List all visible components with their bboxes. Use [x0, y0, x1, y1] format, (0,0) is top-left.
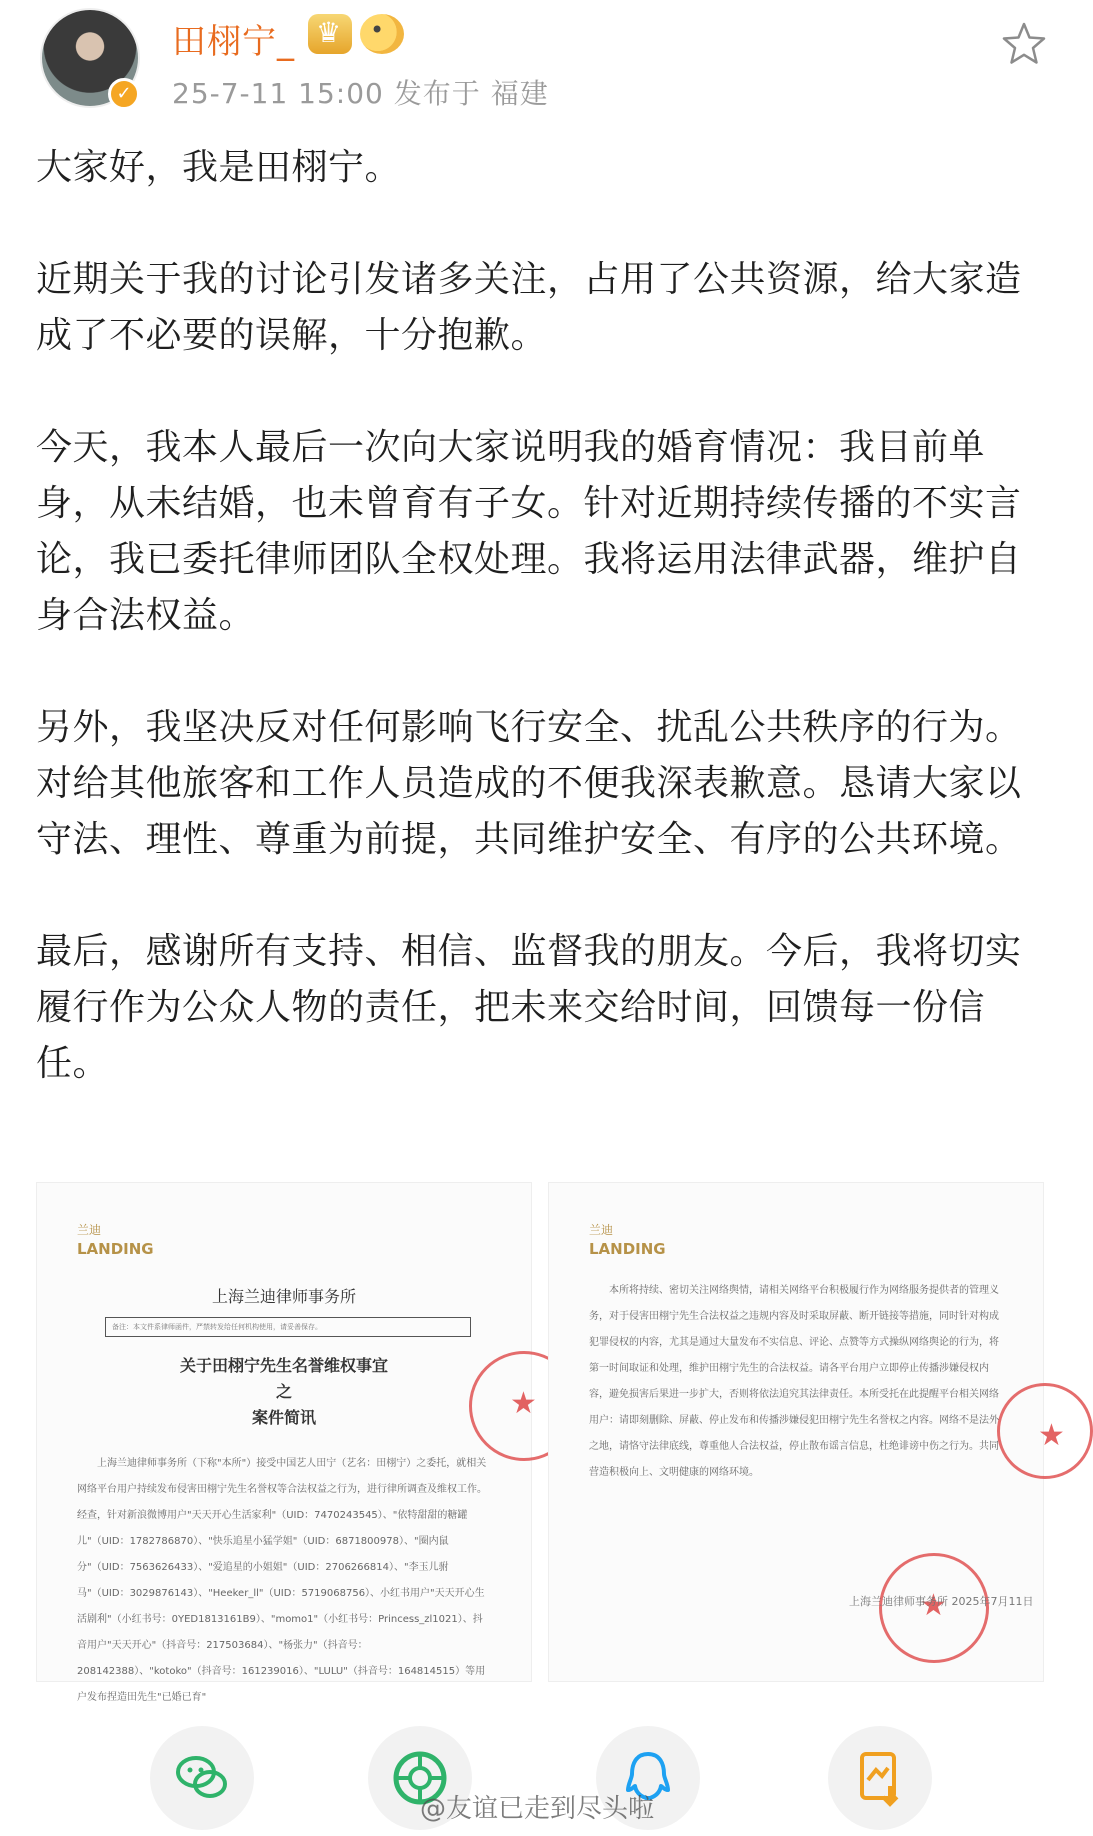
save-image-icon	[850, 1748, 910, 1808]
username[interactable]: 田栩宁_	[172, 22, 295, 62]
attached-images	[36, 1182, 1044, 1703]
attached-document-image-2[interactable]	[548, 1182, 1044, 1682]
post-paragraph: 另外，我坚决反对任何影响飞行安全、扰乱公共秩序的行为。对给其他旅客和工作人员造成的不便我深表歉意。恳请大家以守法、理性、尊重为前提，共同维护安全、有序的公共环境。	[36, 707, 1022, 860]
save-image-button[interactable]	[828, 1726, 932, 1830]
document-title: 关于田栩宁先生名誉维权事宜	[179, 1356, 388, 1375]
document-signature: 上海兰迪律师事务所 2025年7月11日	[849, 1595, 1034, 1608]
watermark: @友谊已走到尽头啦	[420, 1794, 655, 1824]
wechat-icon	[172, 1748, 232, 1808]
post-paragraph: 今天，我本人最后一次向大家说明我的婚育情况：我目前单身，从未结婚，也未曾育有子女。针对近期持续传播的不实言论，我已委托律师团队全权处理。我将运用法律武器，维护自身合法权益。	[36, 427, 1022, 636]
document-note: 备注：本文件系律师函件，严禁转发给任何机构使用，请妥善保存。	[105, 1317, 471, 1337]
firm-logo-cn: 兰迪	[589, 1223, 614, 1237]
attached-document-image-1[interactable]	[36, 1182, 532, 1703]
post-paragraph: 最后，感谢所有支持、相信、监督我的朋友。今后，我将切实履行作为公众人物的责任，把未来交给时间，回馈每一份信任。	[36, 931, 1022, 1084]
red-seal-stamp	[997, 1383, 1093, 1479]
verified-badge-icon: ✓	[108, 78, 140, 110]
share-wechat-button[interactable]	[150, 1726, 254, 1830]
firm-name: 上海兰迪律师事务所	[211, 1287, 356, 1306]
post-location: 福建	[490, 77, 549, 110]
document-body: 上海兰迪律师事务所（下称"本所"）接受中国艺人田宁（艺名：田栩宁）之委托，就相关网络平台用户持续发布侵害田栩宁先生名誉权等合法权益之行为，进行律所调查及维权工作。经查，针对新浪微博用户"天天开心生活家利"（UID：7470243545）、"依特甜甜的糖罐儿"（UID：1782786870）、"快乐追星小猛学姐"（UID：6871800978）、"圈内鼠分"（UID：7563626433）、"爱追星的小姐姐"（UID：2706266814）、"李玉儿驸马"（UID：3029876143）、"Heeker_ll"（UID：5719068756）、小红书用户"天天开心生活剧利"（小红书号：0YED1813161B9）、"momo1"（小红书号：Princess_zl1021）、抖音用户"天天开心"（抖音号：217503684）、"杨张力"（抖音号：208142388）、"kotoko"（抖音号：161239016）、"LULU"（抖音号：164814515）等用户发布捏造田先生"已婚已育"	[77, 1458, 487, 1703]
share-bar	[0, 1716, 1080, 1836]
crown-badge-icon[interactable]	[308, 14, 352, 54]
published-label: 发布于	[393, 77, 481, 110]
firm-logo: LANDING	[77, 1240, 154, 1258]
post-content	[36, 140, 1046, 1148]
document-title-sub: 案件简讯	[251, 1408, 316, 1427]
post-meta	[172, 72, 549, 112]
post-header	[0, 0, 1080, 130]
fan-badge-icon[interactable]	[360, 14, 404, 54]
firm-logo: LANDING	[589, 1240, 666, 1258]
firm-logo-cn: 兰迪	[77, 1223, 102, 1237]
post-paragraph: 近期关于我的讨论引发诸多关注，占用了公共资源，给大家造成了不必要的误解，十分抱歉。	[36, 259, 1022, 356]
document-title-sub: 之	[275, 1382, 292, 1401]
post-timestamp: 25-7-11 15:00	[172, 77, 384, 110]
favorite-star-icon[interactable]	[1000, 20, 1048, 68]
document-body: 本所将持续、密切关注网络舆情，请相关网络平台积极履行作为网络服务提供者的管理义务，对于侵害田栩宁先生合法权益之违规内容及时采取屏蔽、断开链接等措施，同时针对构成犯罪侵权的内容，尤其是通过大量发布不实信息、评论、点赞等方式操纵网络舆论的行为，将第一时间取证和处理，维护田栩宁先生的合法权益。请各平台用户立即停止传播涉嫌侵权内容，避免损害后果进一步扩大，否则将依法追究其法律责任。本所受托在此提醒平台相关网络用户：请即刻删除、屏蔽、停止发布和传播涉嫌侵犯田栩宁先生名誉权之内容。网络不是法外之地，请恪守法律底线，尊重他人合法权益，停止散布谣言信息，杜绝诽谤中伤之行为。共同营造积极向上、文明健康的网络环境。	[589, 1285, 999, 1478]
post-paragraph: 大家好，我是田栩宁。	[36, 147, 402, 188]
